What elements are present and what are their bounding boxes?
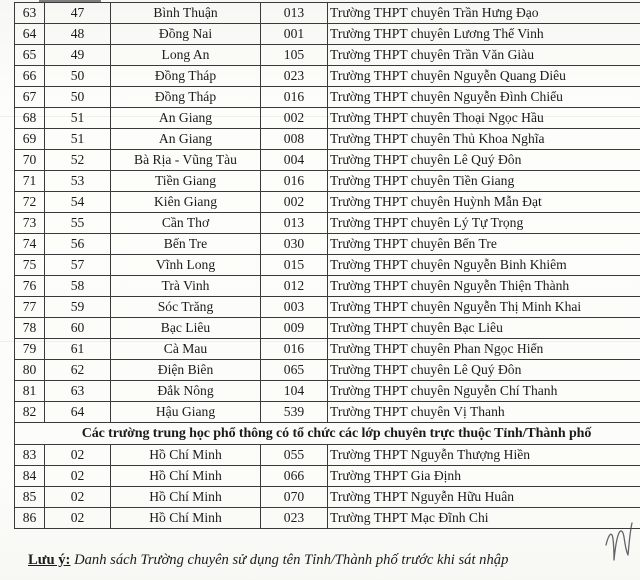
cell-province-code: 53 [45,171,111,192]
cell-province: Đồng Tháp [111,87,261,108]
cell-school-name: Trường THPT chuyên Thủ Khoa Nghĩa [328,129,640,150]
cell-school-name: Trường THPT chuyên Nguyễn Binh Khiêm [328,255,640,276]
cell-stt: 68 [15,108,45,129]
cell-province-code: 64 [45,402,111,423]
cell-stt: 75 [15,255,45,276]
cell-province-code: 50 [45,87,111,108]
cell-province: Hồ Chí Minh [111,508,261,529]
cell-province: Bạc Liêu [111,318,261,339]
cell-school-code: 066 [261,466,328,487]
cell-province: Đồng Nai [111,24,261,45]
cell-province-code: 02 [45,508,111,529]
table-row [15,45,640,66]
cell-province-code: 57 [45,255,111,276]
cell-stt: 80 [15,360,45,381]
cell-province: Cà Mau [111,339,261,360]
school-list-table-body [15,3,640,529]
table-row [15,402,640,423]
cell-province: Long An [111,45,261,66]
cell-province-code: 51 [45,108,111,129]
table-section-header-row [15,423,640,445]
table-row [15,487,640,508]
cell-school-name: Trường THPT chuyên Lý Tự Trọng [328,213,640,234]
cell-stt: 71 [15,171,45,192]
cell-stt: 67 [15,87,45,108]
cell-school-name: Trường THPT chuyên Vị Thanh [328,402,640,423]
cell-stt: 74 [15,234,45,255]
cell-province-code: 02 [45,466,111,487]
cell-province-code: 48 [45,24,111,45]
cell-province: Hồ Chí Minh [111,466,261,487]
cell-stt: 81 [15,381,45,402]
cell-school-name: Trường THPT chuyên Phan Ngọc Hiển [328,339,640,360]
cell-school-code: 030 [261,234,328,255]
table-row [15,213,640,234]
cell-province-code: 58 [45,276,111,297]
table-row [15,66,640,87]
table-row [15,192,640,213]
cell-province-code: 61 [45,339,111,360]
cell-school-code: 105 [261,45,328,66]
footer-note-label: Lưu ý: [28,552,71,568]
cell-stt: 72 [15,192,45,213]
table-row [15,3,640,24]
cell-school-name: Trường THPT chuyên Trần Văn Giàu [328,45,640,66]
cell-stt: 86 [15,508,45,529]
cell-school-name: Trường THPT chuyên Nguyễn Thị Minh Khai [328,297,640,318]
cell-province: Sóc Trăng [111,297,261,318]
cell-school-name: Trường THPT chuyên Nguyễn Quang Diêu [328,66,640,87]
cell-province: Đắk Nông [111,381,261,402]
cell-province: An Giang [111,129,261,150]
cell-province-code: 52 [45,150,111,171]
cell-province: Kiên Giang [111,192,261,213]
cell-school-code: 016 [261,87,328,108]
cell-province: Đồng Tháp [111,66,261,87]
cell-stt: 63 [15,3,45,24]
cell-school-name: Trường THPT chuyên Thoại Ngọc Hầu [328,108,640,129]
cell-school-code: 016 [261,171,328,192]
cell-province: An Giang [111,108,261,129]
table-row [15,445,640,466]
cell-province: Hồ Chí Minh [111,445,261,466]
cell-stt: 78 [15,318,45,339]
cell-province-code: 49 [45,45,111,66]
cell-province: Cần Thơ [111,213,261,234]
cell-stt: 79 [15,339,45,360]
cell-school-code: 016 [261,339,328,360]
cell-stt: 73 [15,213,45,234]
cell-province: Vĩnh Long [111,255,261,276]
cell-stt: 66 [15,66,45,87]
cell-school-name: Trường THPT chuyên Lê Quý Đôn [328,360,640,381]
cell-province: Trà Vinh [111,276,261,297]
cell-stt: 85 [15,487,45,508]
cell-school-code: 002 [261,108,328,129]
cell-province-code: 02 [45,487,111,508]
cell-school-code: 070 [261,487,328,508]
school-table-container [14,2,633,529]
cell-province: Bình Thuận [111,3,261,24]
cell-stt: 65 [15,45,45,66]
cell-school-code: 002 [261,192,328,213]
cell-school-name: Trường THPT chuyên Nguyễn Chí Thanh [328,381,640,402]
table-row [15,339,640,360]
cell-stt: 69 [15,129,45,150]
cell-stt: 84 [15,466,45,487]
cell-school-name: Trường THPT chuyên Trần Hưng Đạo [328,3,640,24]
cell-province: Hồ Chí Minh [111,487,261,508]
table-row [15,150,640,171]
section-header-text: Các trường trung học phổ thông có tổ chức các lớp chuyên trực thuộc Tỉnh/Thành phố [15,423,640,445]
cell-province-code: 59 [45,297,111,318]
table-row [15,129,640,150]
cell-school-code: 015 [261,255,328,276]
cell-stt: 77 [15,297,45,318]
cell-school-name: Trường THPT Nguyễn Thượng Hiền [328,445,640,466]
cell-school-code: 003 [261,297,328,318]
cell-school-code: 013 [261,3,328,24]
cell-school-name: Trường THPT chuyên Bến Tre [328,234,640,255]
cell-school-name: Trường THPT chuyên Huỳnh Mẫn Đạt [328,192,640,213]
cell-school-code: 104 [261,381,328,402]
table-row [15,255,640,276]
cell-school-name: Trường THPT Mạc Đĩnh Chi [328,508,640,529]
cell-province-code: 55 [45,213,111,234]
table-row [15,360,640,381]
cell-stt: 64 [15,24,45,45]
cell-school-code: 001 [261,24,328,45]
table-row [15,234,640,255]
cell-stt: 82 [15,402,45,423]
cell-stt: 83 [15,445,45,466]
school-list-table [14,2,640,529]
table-row [15,276,640,297]
cell-school-code: 023 [261,66,328,87]
table-row [15,381,640,402]
cell-province: Bến Tre [111,234,261,255]
cell-province-code: 60 [45,318,111,339]
cell-school-name: Trường THPT chuyên Lương Thế Vinh [328,24,640,45]
cell-school-name: Trường THPT Nguyễn Hữu Huân [328,487,640,508]
footer-note [28,552,608,568]
cell-school-code: 004 [261,150,328,171]
table-row [15,466,640,487]
cell-province-code: 51 [45,129,111,150]
cell-province-code: 02 [45,445,111,466]
table-row [15,318,640,339]
cell-school-name: Trường THPT chuyên Bạc Liêu [328,318,640,339]
cell-school-name: Trường THPT Gia Định [328,466,640,487]
cell-school-code: 012 [261,276,328,297]
cell-school-code: 023 [261,508,328,529]
cell-school-code: 065 [261,360,328,381]
cell-province: Điện Biên [111,360,261,381]
table-row [15,87,640,108]
footer-note-text: Danh sách Trường chuyên sử dụng tên Tỉnh/Thành phố trước khi sát nhập [70,552,509,568]
cell-stt: 76 [15,276,45,297]
cell-province: Tiền Giang [111,171,261,192]
cell-province: Hậu Giang [111,402,261,423]
table-row [15,108,640,129]
cell-school-code: 055 [261,445,328,466]
cell-school-name: Trường THPT chuyên Nguyễn Đình Chiểu [328,87,640,108]
cell-school-name: Trường THPT chuyên Nguyễn Thiện Thành [328,276,640,297]
cell-province-code: 56 [45,234,111,255]
cell-school-name: Trường THPT chuyên Tiền Giang [328,171,640,192]
cell-province-code: 62 [45,360,111,381]
cell-school-code: 008 [261,129,328,150]
cell-province-code: 63 [45,381,111,402]
table-row [15,24,640,45]
cell-province: Bà Rịa - Vũng Tàu [111,150,261,171]
table-row [15,297,640,318]
table-row [15,171,640,192]
cell-school-name: Trường THPT chuyên Lê Quý Đôn [328,150,640,171]
cell-school-code: 013 [261,213,328,234]
cell-school-code: 539 [261,402,328,423]
cell-stt: 70 [15,150,45,171]
table-row [15,508,640,529]
cell-school-code: 009 [261,318,328,339]
cell-province-code: 50 [45,66,111,87]
cell-province-code: 47 [45,3,111,24]
cell-province-code: 54 [45,192,111,213]
